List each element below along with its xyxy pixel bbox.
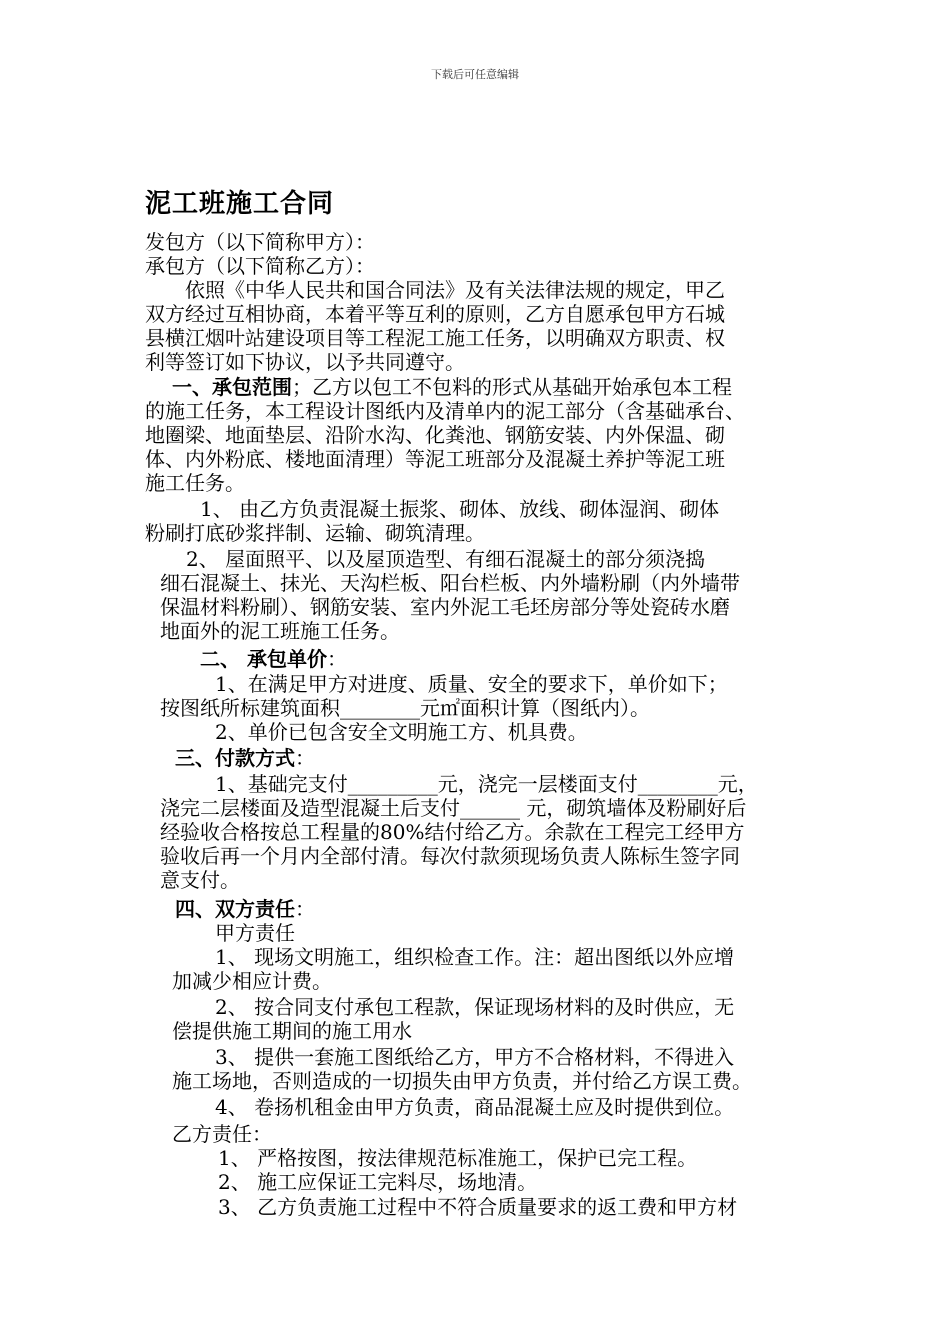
party-a-line: 发包方（以下简称甲方）： bbox=[145, 230, 375, 254]
body-line: 的施工任务，本工程设计图纸内及清单内的泥工部分（含基础承台、 bbox=[145, 399, 745, 423]
download-note: 下载后可任意编辑 bbox=[431, 68, 519, 81]
party-b-line: 承包方（以下简称乙方）： bbox=[145, 254, 375, 278]
body-line: 粉刷打底砂浆拌制、运输、砌筑清理。 bbox=[145, 521, 485, 545]
subheading-party-a: 甲方责任 bbox=[215, 921, 295, 945]
section-4-colon: ： bbox=[295, 897, 315, 921]
section-1-text: ；乙方以包工不包料的形式从基础开始承包本工程 bbox=[292, 375, 732, 399]
section-2-heading: 二、 承包单价 bbox=[200, 647, 327, 671]
section-1-heading: 一、承包范围 bbox=[172, 375, 292, 399]
body-line: 地圈梁、地面垫层、沿阶水沟、化粪池、钢筋安装、内外保温、砌 bbox=[145, 423, 725, 447]
body-line: 保温材料粉刷）、钢筋安装、室内外泥工毛坯房部分等处瓷砖水磨 bbox=[160, 595, 730, 619]
clause-line: 2、 施工应保证工完料尽，场地清。 bbox=[218, 1170, 538, 1194]
section-4-heading: 四、双方责任 bbox=[175, 897, 295, 921]
contract-title: 泥工班施工合同 bbox=[145, 189, 335, 219]
section-3-line bbox=[175, 746, 315, 770]
clause-line: 4、 卷扬机租金由甲方负责，商品混凝土应及时提供到位。 bbox=[215, 1095, 735, 1119]
section-2-line bbox=[200, 647, 347, 671]
clause-line: 1、 由乙方负责混凝土振浆、砌体、放线、砌体湿润、砌体 bbox=[200, 497, 720, 521]
clause-line: 3、 乙方负责施工过程中不符合质量要求的返工费和甲方材 bbox=[218, 1195, 738, 1219]
clause-line: 1、 现场文明施工，组织检查工作。注：超出图纸以外应增 bbox=[215, 945, 735, 969]
clause-line: 1、 严格按图，按法律规范标准施工，保护已完工程。 bbox=[218, 1146, 698, 1170]
subheading-party-b: 乙方责任： bbox=[172, 1122, 272, 1146]
preamble-line: 利等签订如下协议，以予共同遵守。 bbox=[145, 350, 465, 374]
body-line: 经验收合格按总工程量的80%结付给乙方。余款在工程完工经甲方 bbox=[160, 820, 745, 844]
body-line: 意支付。 bbox=[160, 868, 240, 892]
body-line: 细石混凝土、抹光、天沟栏板、阳台栏板、内外墙粉刷（内外墙带 bbox=[160, 571, 740, 595]
section-3-colon: ： bbox=[295, 746, 315, 770]
section-4-line bbox=[175, 897, 315, 921]
body-line: 施工任务。 bbox=[145, 471, 245, 495]
body-line: 浇完二层楼面及造型混凝土后支付______ 元，砌筑墙体及粉刷好后 bbox=[160, 796, 747, 820]
body-line: 施工场地，否则造成的一切损失由甲方负责，并付给乙方误工费。 bbox=[172, 1069, 752, 1093]
section-2-colon: ： bbox=[326, 647, 347, 671]
preamble-line: 双方经过互相协商，本着平等互利的原则，乙方自愿承包甲方石城 bbox=[145, 302, 725, 326]
section-3-heading: 三、付款方式 bbox=[175, 746, 295, 770]
body-line: 地面外的泥工班施工任务。 bbox=[160, 619, 400, 643]
clause-line: 2、单价已包含安全文明施工方、机具费。 bbox=[215, 720, 588, 744]
clause-line: 3、 提供一套施工图纸给乙方，甲方不合格材料，不得进入 bbox=[215, 1045, 735, 1069]
body-line: 加减少相应计费。 bbox=[172, 969, 332, 993]
body-line: 验收后再一个月内全部付清。每次付款须现场负责人陈标生签字同 bbox=[160, 844, 740, 868]
clause-line: 1、在满足甲方对进度、质量、安全的要求下，单价如下； bbox=[215, 672, 728, 696]
body-line: 偿提供施工期间的施工用水 bbox=[172, 1019, 412, 1043]
clause-line: 2、 屋面照平、以及屋顶造型、有细石混凝土的部分须浇捣 bbox=[186, 547, 706, 571]
clause-line: 1、基础完支付_________元，浇完一层楼面支付________元， bbox=[215, 772, 758, 796]
body-line: 体、内外粉底、楼地面清理）等泥工班部分及混凝土养护等泥工班 bbox=[145, 447, 725, 471]
preamble-line: 县横江烟叶站建设项目等工程泥工施工任务，以明确双方职责、权 bbox=[145, 326, 725, 350]
preamble-line: 依照《中华人民共和国合同法》及有关法律法规的规定，甲乙 bbox=[185, 278, 725, 302]
section-1-line bbox=[172, 375, 732, 399]
clause-line: 2、 按合同支付承包工程款，保证现场材料的及时供应，无 bbox=[215, 995, 735, 1019]
body-line: 按图纸所标建筑面积________元㎡面积计算（图纸内）。 bbox=[160, 696, 650, 720]
